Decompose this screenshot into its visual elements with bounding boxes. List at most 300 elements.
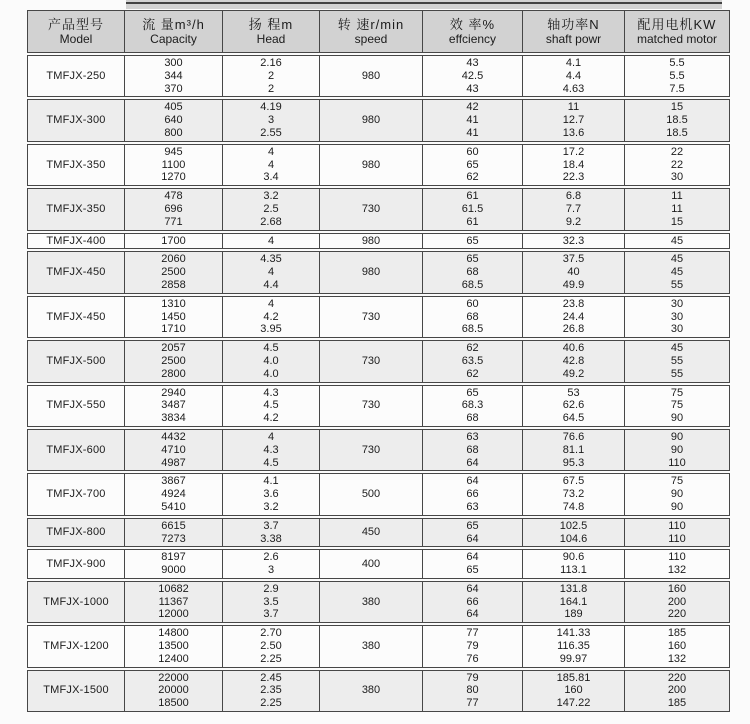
value-line: 945 (164, 145, 183, 158)
value-line: 37.5 (562, 253, 585, 266)
model-cell: TMFJX-400 (27, 233, 125, 250)
value-line: 79 (466, 640, 479, 653)
col-header-model (27, 10, 125, 53)
efficiency-cell (423, 473, 523, 515)
speed-cell: 730 (320, 429, 423, 471)
table-row (27, 518, 730, 548)
value-line: 65 (466, 158, 479, 171)
value-line: 4.2 (263, 310, 279, 323)
shaft-power-cell (523, 99, 625, 141)
value-line: 14800 (158, 627, 189, 640)
value-line: 132 (667, 564, 687, 577)
value-line: 40 (567, 266, 580, 279)
capacity-cell (125, 670, 223, 712)
value-line: 11 (671, 190, 683, 203)
motor-cell (625, 251, 730, 293)
value-line: 160 (667, 582, 687, 595)
speed-cell: 450 (320, 518, 423, 548)
capacity-cell (125, 429, 223, 471)
value-line: 64 (466, 456, 479, 469)
model-cell: TMFJX-300 (27, 99, 125, 141)
value-line: 189 (564, 608, 583, 621)
value-line: 45 (670, 266, 684, 279)
capacity-cell (125, 549, 223, 579)
model-cell: TMFJX-1000 (27, 581, 125, 623)
col-header-capacity (125, 10, 223, 53)
capacity-cell (125, 296, 223, 338)
value-line: 4.3 (263, 443, 279, 456)
value-line: 95.3 (562, 456, 585, 469)
value-line: 4.4 (263, 278, 279, 291)
value-line: 160 (667, 640, 687, 653)
speed-cell: 730 (320, 385, 423, 427)
value-line: 132 (667, 652, 687, 665)
value-line: 4 (267, 158, 275, 171)
value-line: 220 (667, 608, 687, 621)
table-row (27, 340, 730, 382)
table-row (27, 296, 730, 338)
shaft-power-cell (523, 385, 625, 427)
model-cell: TMFJX-550 (27, 385, 125, 427)
value-line: 160 (564, 684, 583, 697)
value-line: 99.97 (559, 652, 588, 665)
speed-cell: 980 (320, 251, 423, 293)
value-line: 771 (164, 215, 183, 228)
value-line: 2.25 (260, 697, 282, 710)
value-line: 79 (466, 671, 479, 684)
value-line: 6615 (161, 519, 186, 532)
value-line: 2.50 (260, 640, 282, 653)
col-header-efficiency-zh: 效 率% (449, 17, 496, 32)
header-row (27, 10, 730, 53)
capacity-cell (125, 251, 223, 293)
table-row (27, 99, 730, 141)
value-line: 64 (466, 532, 479, 545)
value-line: 9000 (161, 564, 186, 577)
value-line: 370 (164, 82, 183, 95)
col-header-efficiency-en: effciency (448, 32, 497, 46)
value-line: 42.8 (562, 354, 585, 367)
value-line: 64 (466, 582, 479, 595)
value-line: 3.2 (263, 190, 279, 203)
capacity-cell (125, 188, 223, 230)
value-line: 4432 (161, 430, 186, 443)
col-header-efficiency (423, 10, 523, 53)
table-body (27, 55, 730, 712)
value-line: 2800 (161, 367, 186, 380)
shaft-power-cell (523, 429, 625, 471)
table-row (27, 473, 730, 515)
value-line: 3.7 (263, 608, 279, 621)
value-line: 11 (671, 202, 683, 215)
value-line: 4.0 (263, 367, 279, 380)
value-line: 77 (466, 697, 479, 710)
value-line: 4.4 (565, 69, 582, 82)
model-cell: TMFJX-450 (27, 251, 125, 293)
table-row (27, 144, 730, 186)
motor-cell (625, 385, 730, 427)
value-line: 185 (667, 697, 687, 710)
model-cell: TMFJX-800 (27, 518, 125, 548)
shaft-power-cell (523, 55, 625, 97)
value-line: 164.1 (559, 595, 588, 608)
shaft-power-cell (523, 340, 625, 382)
motor-cell (625, 144, 730, 186)
value-line: 2.5 (263, 202, 279, 215)
motor-cell (625, 55, 730, 97)
shaft-power-cell (523, 251, 625, 293)
value-line: 65 (466, 386, 479, 399)
value-line: 63 (466, 430, 479, 443)
speed-cell: 730 (320, 296, 423, 338)
value-line: 4.1 (263, 475, 279, 488)
efficiency-cell (423, 385, 523, 427)
speed-cell: 380 (320, 670, 423, 712)
value-line: 3.38 (260, 532, 282, 545)
capacity-cell (125, 144, 223, 186)
value-line: 90 (670, 500, 684, 513)
value-line: 4987 (161, 456, 186, 469)
table-row (27, 429, 730, 471)
value-line: 104.6 (559, 532, 588, 545)
value-line: 4.3 (263, 386, 279, 399)
head-cell (223, 144, 320, 186)
value-line: 76 (466, 652, 479, 665)
efficiency-cell (423, 581, 523, 623)
table-row (27, 625, 730, 667)
value-line: 220 (667, 671, 687, 684)
value-line: 24.4 (562, 310, 585, 323)
value-line: 110 (668, 519, 686, 532)
table-row (27, 55, 730, 97)
value-line: 1700 (161, 234, 186, 247)
value-line: 10682 (158, 582, 189, 595)
value-line: 68.5 (461, 278, 484, 291)
value-line: 147.22 (556, 697, 591, 710)
value-line: 141.33 (556, 627, 591, 640)
value-line: 2500 (161, 266, 186, 279)
value-line: 116.35 (557, 640, 590, 653)
head-cell (223, 188, 320, 230)
head-cell (223, 296, 320, 338)
value-line: 2.25 (260, 652, 282, 665)
value-line: 62 (466, 171, 479, 184)
head-cell (223, 340, 320, 382)
value-line: 68.3 (461, 399, 484, 412)
value-line: 5410 (161, 500, 186, 513)
efficiency-cell (423, 340, 523, 382)
shaft-power-cell (523, 296, 625, 338)
value-line: 2.45 (260, 671, 282, 684)
value-line: 1310 (161, 297, 186, 310)
capacity-cell (125, 340, 223, 382)
value-line: 90 (670, 488, 684, 501)
model-cell: TMFJX-450 (27, 296, 125, 338)
value-line: 2500 (161, 354, 186, 367)
value-line: 185 (667, 627, 687, 640)
value-line: 3 (267, 564, 275, 577)
value-line: 3834 (161, 412, 186, 425)
value-line: 405 (164, 101, 183, 114)
value-line: 15 (670, 215, 684, 228)
col-header-shaft-power-en: shaft powr (545, 32, 602, 46)
speed-cell: 500 (320, 473, 423, 515)
value-line: 478 (164, 190, 183, 203)
value-line: 2.35 (260, 684, 282, 697)
value-line: 64 (466, 475, 479, 488)
col-header-motor-zh: 配用电机KW (637, 17, 717, 32)
speed-cell: 380 (320, 581, 423, 623)
value-line: 45 (670, 253, 684, 266)
value-line: 20000 (158, 684, 189, 697)
value-line: 3.95 (260, 323, 282, 336)
col-header-head-en: Head (256, 32, 286, 46)
value-line: 12400 (158, 652, 189, 665)
col-header-speed-en: speed (354, 32, 388, 46)
motor-cell (625, 296, 730, 338)
motor-cell (625, 340, 730, 382)
value-line: 18.4 (562, 158, 585, 171)
table-header (27, 10, 730, 53)
value-line: 26.8 (562, 323, 585, 336)
value-line: 63.5 (461, 354, 484, 367)
motor-cell (625, 670, 730, 712)
table-row (27, 581, 730, 623)
value-line: 3487 (161, 399, 186, 412)
speed-cell: 730 (320, 340, 423, 382)
value-line: 4710 (161, 443, 186, 456)
value-line: 5.5 (669, 69, 685, 82)
value-line: 63 (466, 500, 479, 513)
value-line: 4924 (161, 488, 186, 501)
value-line: 65 (466, 519, 479, 532)
head-cell (223, 429, 320, 471)
head-cell (223, 625, 320, 667)
table-row (27, 670, 730, 712)
head-cell (223, 549, 320, 579)
value-line: 41 (466, 114, 479, 127)
value-line: 22 (670, 145, 684, 158)
head-cell (223, 385, 320, 427)
value-line: 3867 (161, 475, 186, 488)
table-row (27, 188, 730, 230)
value-line: 1270 (161, 171, 186, 184)
value-line: 4 (267, 145, 275, 158)
model-cell: TMFJX-700 (27, 473, 125, 515)
value-line: 66 (466, 595, 479, 608)
value-line: 55 (670, 354, 684, 367)
value-line: 30 (670, 310, 684, 323)
value-line: 1100 (161, 158, 186, 171)
value-line: 68 (466, 443, 479, 456)
value-line: 2.6 (263, 551, 279, 564)
value-line: 45 (670, 342, 684, 355)
capacity-cell (125, 625, 223, 667)
value-line: 64 (466, 608, 479, 621)
head-cell (223, 233, 320, 250)
efficiency-cell (423, 99, 523, 141)
value-line: 185.81 (556, 671, 591, 684)
speed-cell: 980 (320, 99, 423, 141)
value-line: 68.5 (461, 323, 484, 336)
value-line: 102.5 (559, 519, 588, 532)
value-line: 18.5 (666, 126, 688, 139)
col-header-capacity-zh: 流 量m³/h (142, 17, 205, 32)
model-cell: TMFJX-350 (27, 188, 125, 230)
value-line: 49.9 (562, 278, 585, 291)
value-line: 65 (466, 234, 479, 247)
value-line: 65 (466, 253, 479, 266)
shaft-power-cell (523, 144, 625, 186)
value-line: 4.63 (562, 82, 585, 95)
motor-cell (625, 99, 730, 141)
col-header-head-zh: 扬 程m (248, 17, 294, 32)
efficiency-cell (423, 625, 523, 667)
value-line: 2.55 (260, 126, 282, 139)
value-line: 6.8 (565, 190, 582, 203)
col-header-capacity-en: Capacity (150, 32, 197, 46)
value-line: 68 (466, 310, 479, 323)
value-line: 2858 (161, 278, 186, 291)
value-line: 200 (667, 595, 687, 608)
value-line: 76.6 (562, 430, 585, 443)
speed-cell: 400 (320, 549, 423, 579)
speed-cell: 980 (320, 144, 423, 186)
value-line: 13.6 (562, 126, 585, 139)
value-line: 22 (670, 158, 684, 171)
shaft-power-cell (523, 625, 625, 667)
head-cell (223, 518, 320, 548)
shaft-power-cell (523, 518, 625, 548)
value-line: 30 (670, 297, 684, 310)
value-line: 4.35 (260, 253, 282, 266)
shaft-power-cell (523, 670, 625, 712)
value-line: 30 (670, 323, 684, 336)
value-line: 4.5 (263, 399, 279, 412)
model-cell: TMFJX-1500 (27, 670, 125, 712)
shaft-power-cell (523, 233, 625, 250)
value-line: 4.19 (260, 101, 282, 114)
value-line: 42 (466, 101, 479, 114)
shaft-power-cell (523, 188, 625, 230)
value-line: 55 (670, 367, 684, 380)
value-line: 75 (670, 475, 684, 488)
col-header-shaft-power-zh: 轴功率N (547, 17, 600, 32)
speed-cell: 380 (320, 625, 423, 667)
value-line: 110 (668, 532, 686, 545)
table-row (27, 233, 730, 250)
value-line: 17.2 (562, 145, 585, 158)
motor-cell (625, 581, 730, 623)
value-line: 45 (670, 234, 684, 247)
table-row (27, 385, 730, 427)
value-line: 73.2 (562, 488, 585, 501)
value-line: 110 (668, 456, 686, 469)
value-line: 4 (267, 266, 275, 279)
col-header-motor (625, 10, 730, 53)
value-line: 1450 (161, 310, 186, 323)
value-line: 5.5 (669, 57, 685, 69)
value-line: 9.2 (565, 215, 582, 228)
value-line: 15 (670, 101, 684, 114)
value-line: 61 (466, 190, 479, 203)
value-line: 3.2 (263, 500, 279, 513)
value-line: 3.6 (263, 488, 279, 501)
model-cell: TMFJX-500 (27, 340, 125, 382)
value-line: 7.7 (565, 202, 582, 215)
efficiency-cell (423, 233, 523, 250)
value-line: 2057 (161, 342, 186, 355)
value-line: 90 (670, 443, 684, 456)
value-line: 62 (466, 342, 479, 355)
value-line: 68 (466, 412, 479, 425)
value-line: 18500 (158, 697, 189, 710)
value-line: 22.3 (562, 171, 585, 184)
value-line: 61.5 (461, 202, 484, 215)
value-line: 8197 (161, 551, 186, 564)
value-line: 49.2 (562, 367, 585, 380)
model-cell: TMFJX-600 (27, 429, 125, 471)
value-line: 2.9 (263, 582, 279, 595)
efficiency-cell (423, 251, 523, 293)
value-line: 4.2 (263, 412, 279, 425)
value-line: 32.3 (562, 234, 585, 247)
head-cell (223, 55, 320, 97)
efficiency-cell (423, 188, 523, 230)
shaft-power-cell (523, 549, 625, 579)
motor-cell (625, 473, 730, 515)
value-line: 3.4 (263, 171, 279, 184)
col-header-shaft-power (523, 10, 625, 53)
value-line: 2.68 (260, 215, 282, 228)
value-line: 2060 (161, 253, 186, 266)
value-line: 90 (670, 430, 684, 443)
col-header-model-zh: 产品型号 (47, 17, 104, 32)
value-line: 300 (164, 57, 183, 69)
value-line: 12000 (158, 608, 189, 621)
value-line: 90 (670, 412, 684, 425)
value-line: 200 (667, 684, 687, 697)
value-line: 2940 (161, 386, 186, 399)
value-line: 2 (267, 82, 275, 95)
capacity-cell (125, 473, 223, 515)
value-line: 2.16 (260, 57, 282, 69)
value-line: 4 (267, 430, 275, 443)
value-line: 60 (466, 297, 479, 310)
col-header-model-en: Model (59, 32, 93, 46)
value-line: 55 (670, 278, 684, 291)
value-line: 41 (466, 126, 479, 139)
value-line: 800 (164, 126, 183, 139)
value-line: 22000 (158, 671, 189, 684)
value-line: 81.1 (562, 443, 585, 456)
value-line: 13500 (158, 640, 189, 653)
head-cell (223, 581, 320, 623)
pump-spec-table (27, 8, 730, 714)
value-line: 23.8 (562, 297, 585, 310)
speed-cell: 980 (320, 55, 423, 97)
capacity-cell (125, 385, 223, 427)
value-line: 67.5 (562, 475, 585, 488)
value-line: 60 (466, 145, 479, 158)
value-line: 62.6 (562, 399, 585, 412)
value-line: 43 (466, 82, 479, 95)
value-line: 90.6 (562, 551, 585, 564)
efficiency-cell (423, 55, 523, 97)
model-cell: TMFJX-250 (27, 55, 125, 97)
head-cell (223, 251, 320, 293)
motor-cell (625, 549, 730, 579)
